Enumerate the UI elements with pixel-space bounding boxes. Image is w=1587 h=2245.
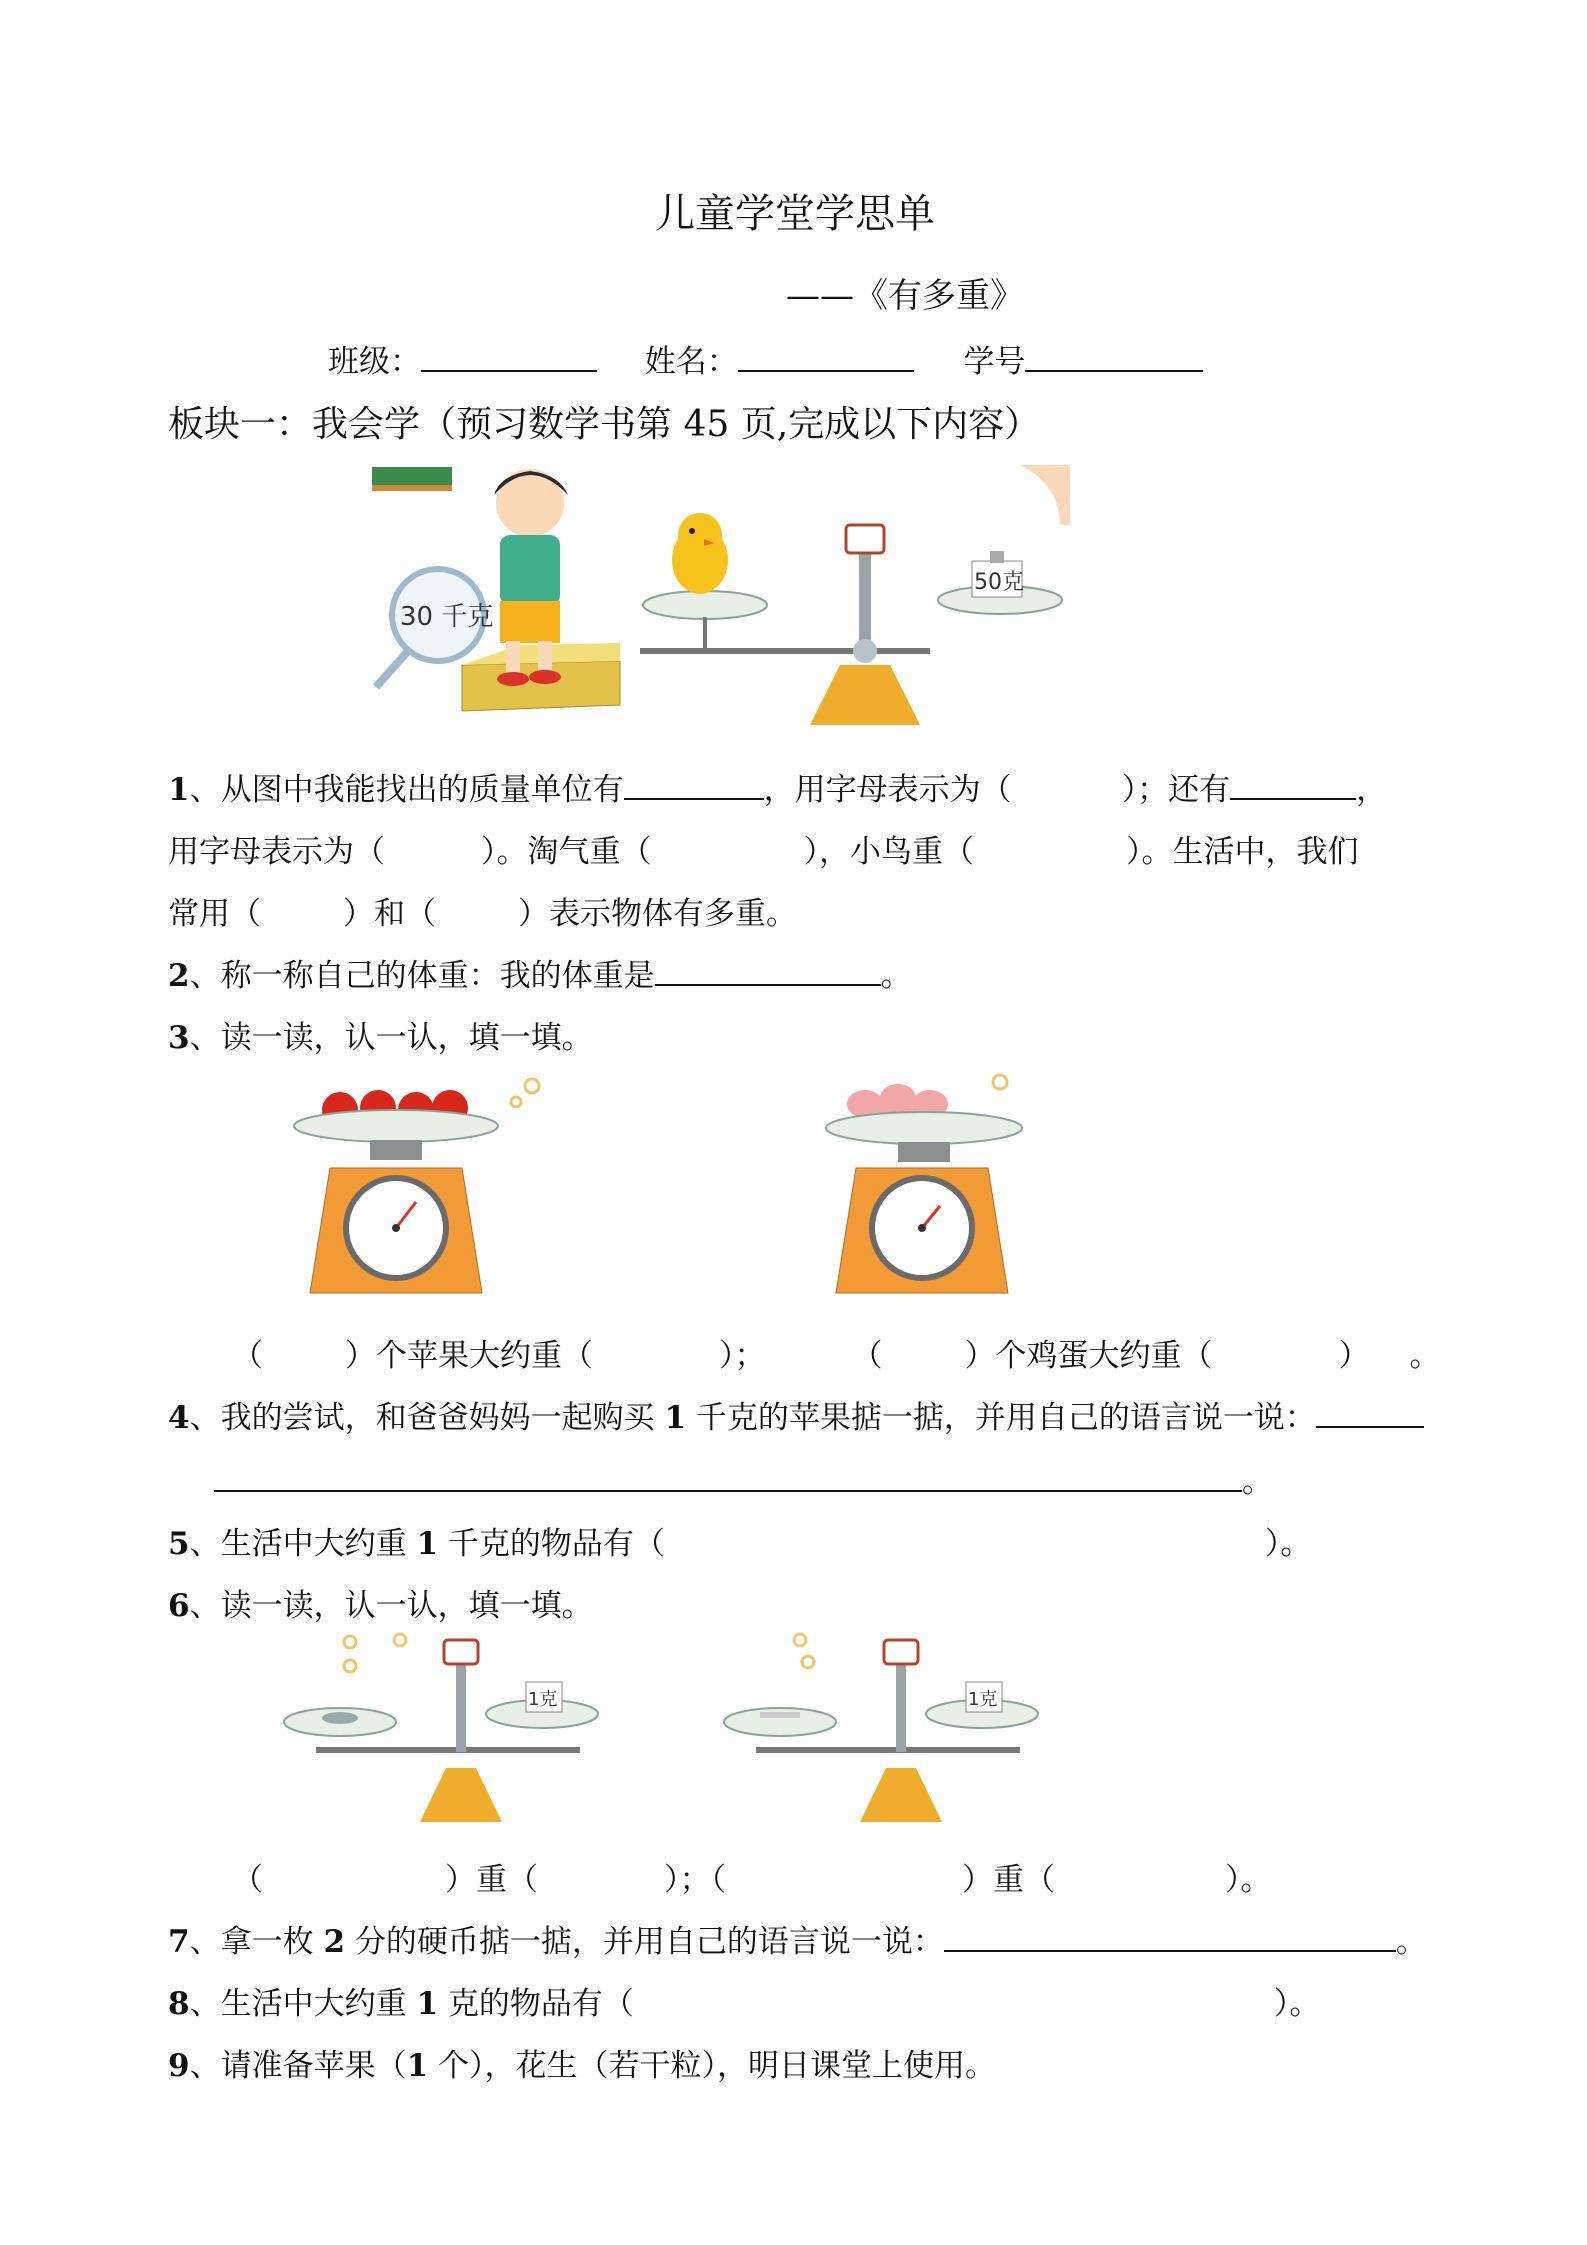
figure-kitchen-scales: [300, 1068, 1040, 1308]
q2-number: 2: [168, 958, 190, 994]
q6-fill-d: ）重（: [962, 1862, 1055, 1898]
name-label: 姓名：: [644, 344, 738, 380]
info-line: [328, 336, 1203, 381]
id-label: 学号: [963, 344, 1026, 380]
q3-fill-d: （: [851, 1338, 883, 1374]
gram-weight-label-right: 1克: [968, 1689, 998, 1710]
q3-number: 3: [168, 1020, 190, 1056]
q1-text-h: ）。生活中，我们: [1126, 834, 1359, 870]
q1-text-i: 常用（: [168, 896, 261, 932]
q5-one: 1: [416, 1526, 439, 1562]
class-field[interactable]: [421, 340, 597, 372]
q2-text: 、称一称自己的体重：我的体重是: [189, 958, 655, 994]
question-1-line-1: [168, 764, 1387, 809]
question-6: [168, 1580, 593, 1625]
balance-right: [724, 1634, 1038, 1822]
q3-fill-e: ）个鸡蛋大约重（: [964, 1338, 1213, 1374]
q9-text: 、请准备苹果（: [189, 2048, 407, 2084]
q2-blank-weight[interactable]: [655, 954, 881, 986]
question-7: [168, 1916, 1427, 1961]
q1-text-g: ），小鸟重（: [803, 834, 974, 870]
question-3: [168, 1012, 593, 1057]
section-heading: 板块一：我会学（预习数学书第 45 页,完成以下内容）: [168, 404, 1041, 445]
figure-weighing-scenes: [370, 465, 1070, 735]
q8-number: 8: [168, 1986, 190, 2022]
q5-text: 、生活中大约重: [189, 1526, 407, 1562]
q2-end: 。: [880, 958, 912, 994]
q4-text2: 千克的苹果掂一掂，并用自己的语言说一说：: [695, 1400, 1316, 1436]
q3-fill-f: ）: [1338, 1338, 1370, 1374]
q1-text-k: ）表示物体有多重。: [518, 896, 797, 932]
q1-blank-unit2[interactable]: [1230, 768, 1356, 800]
q1-text-b: ，用字母表示为（: [763, 772, 1012, 808]
question-1-line-3: [168, 888, 797, 933]
question-9: [168, 2040, 996, 2085]
q9-number: 9: [168, 2048, 190, 2084]
q9-one: 1: [406, 2048, 429, 2084]
q8-end: ）。: [1273, 1986, 1321, 2022]
q3-fill-a: （: [232, 1338, 263, 1374]
page-title: 儿童学堂学思单: [655, 191, 935, 237]
q1-text-c: ）；还有: [1121, 772, 1231, 808]
question-6-fill: [232, 1854, 1272, 1899]
q4-end: 。: [1242, 1464, 1273, 1500]
page-subtitle: ——《有多重》: [786, 276, 1024, 316]
q4-blank-line2[interactable]: [214, 1460, 1242, 1492]
q7-text: 、拿一枚: [189, 1924, 314, 1960]
class-label: 班级：: [328, 344, 421, 380]
q5-end: ）。: [1264, 1526, 1312, 1562]
q3-text: 、读一读，认一认，填一填。: [189, 1020, 593, 1056]
q7-two: 2: [323, 1924, 346, 1960]
q8-text2: 克的物品有（: [447, 1986, 634, 2022]
q6-fill-a: （: [232, 1862, 263, 1898]
q4-blank-line1[interactable]: [1316, 1396, 1424, 1428]
q1-text-d: ，: [1356, 772, 1388, 808]
q7-end: 。: [1395, 1924, 1427, 1960]
q3-fill-c: ）；: [719, 1338, 766, 1374]
figure-gram-balances: [280, 1632, 1080, 1832]
q4-kg: 1: [664, 1400, 687, 1436]
q9-text2: 个），花生（若干粒），明日课堂上使用。: [438, 2048, 997, 2084]
q6-fill-c: ）；（: [664, 1862, 726, 1898]
id-field[interactable]: [1025, 340, 1203, 372]
question-4-line-2: [214, 1456, 1273, 1501]
q5-number: 5: [168, 1526, 190, 1562]
gram-weight-label-left: 1克: [528, 1689, 558, 1710]
q7-text2: 分的硬币掂一掂，并用自己的语言说一说：: [354, 1924, 944, 1960]
q1-number: 1: [168, 772, 190, 808]
q6-number: 6: [168, 1588, 190, 1624]
q7-blank[interactable]: [944, 1920, 1396, 1952]
apple-scale: [294, 1079, 539, 1293]
question-8: [168, 1978, 1320, 2023]
question-4: [168, 1392, 1424, 1437]
q4-number: 4: [168, 1400, 190, 1436]
q7-number: 7: [168, 1924, 190, 1960]
balance-left: [284, 1634, 598, 1822]
question-1-line-2: [168, 826, 1359, 871]
q3-fill-g: 。: [1409, 1338, 1441, 1374]
egg-scale: [826, 1075, 1022, 1293]
q1-text-j: ）和（: [343, 896, 436, 932]
question-2: [168, 950, 912, 995]
question-5: [168, 1518, 1311, 1563]
q4-text: 、我的尝试，和爸爸妈妈一起购买: [189, 1400, 655, 1436]
q1-text-e: 用字母表示为（: [168, 834, 385, 870]
boy-weight-label: 30 千克: [400, 602, 494, 632]
q1-blank-unit1[interactable]: [624, 768, 764, 800]
q6-fill-e: ）。: [1225, 1862, 1272, 1898]
q6-text: 、读一读，认一认，填一填。: [189, 1588, 593, 1624]
q6-fill-b: ）重（: [445, 1862, 538, 1898]
name-field[interactable]: [738, 340, 914, 372]
q5-text2: 千克的物品有（: [447, 1526, 665, 1562]
q1-text-f: ）。淘气重（: [481, 834, 652, 870]
q8-one: 1: [416, 1986, 439, 2022]
weight-label: 50克: [974, 570, 1024, 595]
q8-text: 、生活中大约重: [189, 1986, 407, 2022]
q1-text-a: 、从图中我能找出的质量单位有: [189, 772, 624, 808]
question-3-fill: [232, 1330, 1441, 1375]
q3-fill-b: ）个苹果大约重（: [345, 1338, 593, 1374]
